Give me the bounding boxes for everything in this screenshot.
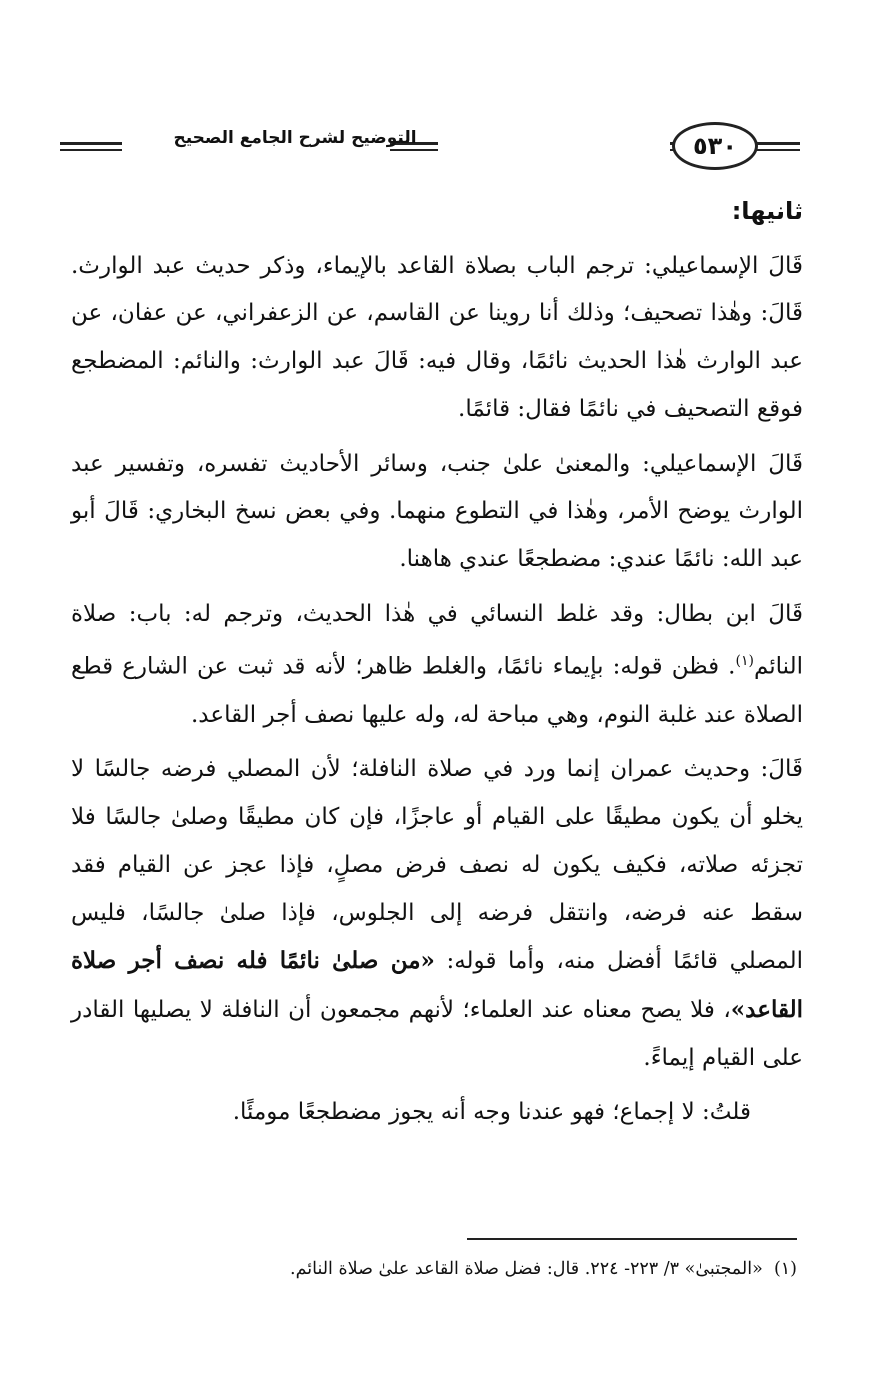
footnote-text: «المجتبىٰ» ٣/ ٢٢٣- ٢٢٤. قال: فضل صلاة القاعد علىٰ صلاة النائم. bbox=[290, 1259, 763, 1279]
footnote-rule bbox=[467, 1238, 797, 1240]
footnote-marker: (١) bbox=[773, 1259, 797, 1279]
paragraph-3-part-2: . فظن قوله: بإيماء نائمًا، والغلط ظاهر؛ لأنه قد ثبت عن الشارع قطع الصلاة عند غلبة النوم، وهي مباحة له، وله عليها نصف أجر القاعد. bbox=[71, 653, 803, 728]
page-header bbox=[60, 118, 800, 178]
paragraph-4-part-1: قَالَ: وحديث عمران إنما ورد في صلاة النافلة؛ لأن المصلي فرضه جالسًا لا يخلو أن يكون مطيقًا على القيام أو عاجزًا، فإن كان مطيقًا وصلىٰ جالسًا فلا تجزئه صلاته، فكيف يكون له نصف فرض مصلٍ، فإذا عجز عن القيام فقد سقط عنه فرضه، وانتقل فرضه إلى الجلوس، فإذا صلىٰ جالسًا، فليس المصلي قائمًا أفضل منه، وأما قوله: bbox=[71, 756, 803, 975]
page-number: ٥٣٠ bbox=[672, 122, 758, 170]
header-rule-left-1 bbox=[60, 142, 122, 145]
header-rule-left-2 bbox=[60, 149, 122, 151]
paragraph-4-part-2: ، فلا يصح معناه عند العلماء؛ لأنهم مجمعون أن النافلة لا يصليها القادر على القيام إيماءً. bbox=[71, 996, 803, 1071]
main-text bbox=[71, 188, 803, 1144]
paragraph-4 bbox=[71, 746, 803, 1082]
header-rule-mid-2 bbox=[390, 149, 438, 151]
paragraph-3 bbox=[71, 591, 803, 740]
footnote-reference: (١) bbox=[735, 653, 754, 670]
paragraph-3-part-1: قَالَ ابن بطال: وقد غلط النسائي في هٰذا الحديث، وترجم له: باب: صلاة النائم bbox=[71, 600, 803, 680]
footnote bbox=[69, 1254, 797, 1284]
paragraph-2: قَالَ الإسماعيلي: والمعنىٰ علىٰ جنب، وسائر الأحاديث تفسره، وتفسير عبد الوارث يوضح الأمر، وهٰذا في التطوع منهما. وفي بعض نسخ البخاري: قَالَ أبو عبد الله: نائمًا عندي: مضطجعًا عندي هاهنا. bbox=[71, 450, 803, 572]
paragraph-1: قَالَ الإسماعيلي: ترجم الباب بصلاة القاعد بالإيماء، وذكر حديث عبد الوارث. قَالَ: وهٰذا تصحيف؛ وذلك أنا روينا عن القاسم، عن الزعفراني، عن عفان، عن عبد الوارث هٰذا الحديث نائمًا، وقال فيه: قَالَ عبد الوارث: والنائم: المضطجع فوقع التصحيف في نائمًا فقال: قائمًا. bbox=[71, 252, 803, 422]
section-heading: ثانيها: bbox=[731, 197, 803, 225]
running-title: التوضيح لشرح الجامع الصحيح bbox=[173, 128, 417, 148]
hadith-quote: «من صلىٰ نائمًا فله نصف أجر صلاة القاعد» bbox=[71, 947, 803, 1023]
paragraph-5: قلتُ: لا إجماع؛ فهو عندنا وجه أنه يجوز مضطجعًا مومئًا. bbox=[232, 1099, 751, 1126]
